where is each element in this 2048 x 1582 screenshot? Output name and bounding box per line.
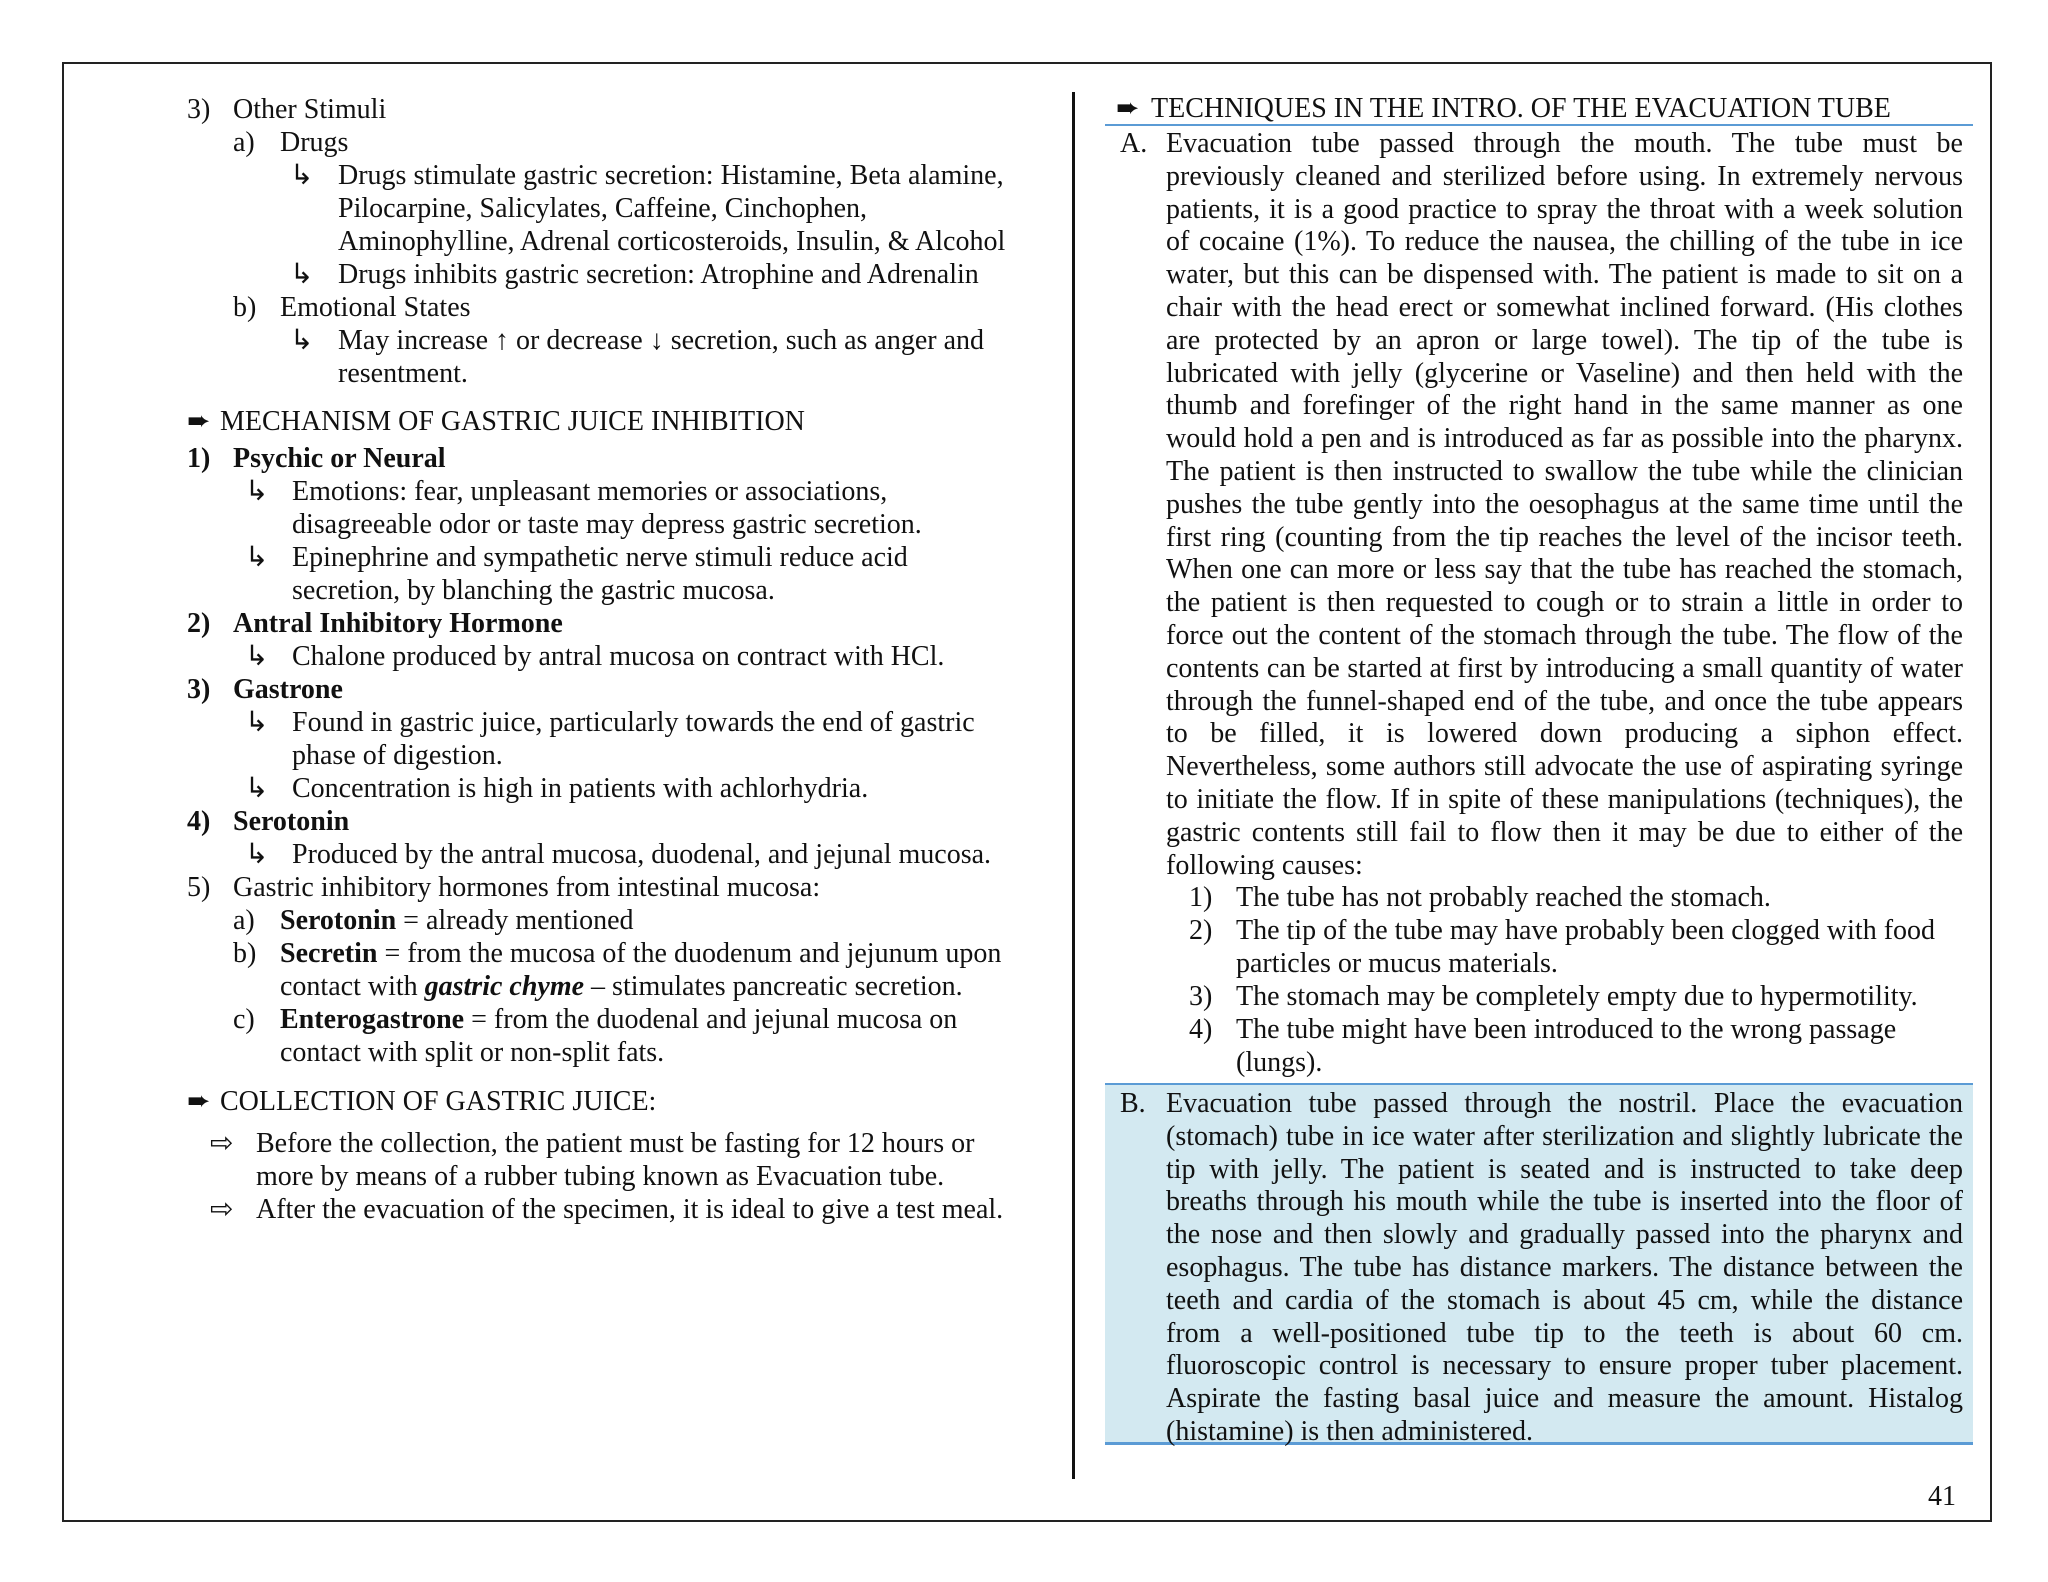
item-number: 1) (187, 443, 211, 474)
arrow-bullet-icon: ➨ (187, 1086, 211, 1117)
item-text: The stomach may be completely empty due to hypermotility. (1236, 981, 1918, 1012)
hook-arrow-icon: ↳ (290, 259, 314, 290)
heading-text: TECHNIQUES IN THE INTRO. OF THE EVACUATION TUBE (1151, 93, 1891, 124)
item-text: secretion, by blanching the gastric mucosa. (292, 575, 775, 606)
item-text: Drugs inhibits gastric secretion: Atrophine and Adrenalin (338, 259, 979, 290)
item-number: 2) (1189, 915, 1213, 946)
text-run: contact with (280, 971, 425, 1002)
heading-text: MECHANISM OF GASTRIC JUICE INHIBITION (220, 406, 805, 437)
item-text: particles or mucus materials. (1236, 948, 1558, 979)
item-text: Concentration is high in patients with achlorhydria. (292, 773, 869, 804)
item-number: 3) (187, 674, 211, 705)
hook-arrow-icon: ↳ (245, 707, 269, 738)
item-number: 1) (1189, 882, 1213, 913)
item-text: Chalone produced by antral mucosa on contract with HCl. (292, 641, 945, 672)
definition: = from the mucosa of the duodenum and jejunum upon (377, 938, 1002, 969)
item-text: May increase ↑ or decrease ↓ secretion, such as anger and (338, 325, 985, 356)
heading-text: COLLECTION OF GASTRIC JUICE: (220, 1086, 657, 1117)
item-text: resentment. (338, 358, 468, 389)
item-text: Aminophylline, Adrenal corticosteroids, Insulin, & Alcohol (338, 226, 1006, 257)
arrow-bullet-icon: ➨ (187, 406, 211, 437)
section-b-paragraph: Evacuation tube passed through the nostril. Place the evacuation (stomach) tube in ice water after sterilization and slightly lubricate the tip with jelly. The patient is seated and is instructed to take deep breaths through his mouth while the tube is inserted into the floor of the nose and then slowly and gradually passed into the pharynx and esophagus. The tube has distance markers. The distance between the teeth and cardia of the stomach is about 45 cm, while the distance from a well-positioned tube tip to the teeth is about 60 cm. fluoroscopic control is necessary to ensure proper tuber placement. Aspirate the fasting basal juice and measure the amount. Histalog (histamine) is then administered. (1166, 1088, 1963, 1447)
item-text: The tube has not probably reached the stomach. (1236, 882, 1771, 913)
item-text: more by means of a rubber tubing known as Evacuation tube. (256, 1161, 945, 1192)
definition: = already mentioned (396, 905, 634, 936)
item-number: 3) (187, 94, 211, 125)
outlined-arrow-icon: ⇨ (210, 1128, 234, 1159)
item-title: Serotonin (233, 806, 350, 837)
item-text: Drugs stimulate gastric secretion: Histamine, Beta alamine, (338, 160, 1004, 191)
item-text: Found in gastric juice, particularly towards the end of gastric (292, 707, 975, 738)
item-title: Other Stimuli (233, 94, 387, 125)
page-number: 41 (1928, 1481, 1956, 1512)
hook-arrow-icon: ↳ (245, 641, 269, 672)
item-letter: b) (233, 292, 257, 323)
column-divider (1072, 92, 1075, 1479)
item-title: Drugs (280, 127, 349, 158)
section-a-paragraph: Evacuation tube passed through the mouth. The tube must be previously cleaned and sterilized before using. In extremely nervous patients, it is a good practice to spray the throat with a week solution of cocaine (1%). To reduce the nausea, the chilling of the tube in ice water, but this can be dispensed with. The patient is made to sit on a chair with the head erect or somewhat inclined forward. (His clothes are protected by an apron or large towel). The tip of the tube is lubricated with jelly (glycerine or Vaseline) and then held with the thumb and forefinger of the right hand in the same manner as one would hold a pen and is introduced as far as possible into the pharynx. The patient is then instructed to swallow the tube while the clinician pushes the tube gently into the oesophagus at the same time until the first ring (counting from the tip reaches the level of the incisor teeth. When one can more or less say that the tube has reached the stomach, the patient is then requested to cough or to strain a little in order to force out the content of the stomach through the tube. The flow of the contents can be started at first by introducing a small quantity of water through the funnel-shaped end of the tube, and once the tube appears to be filled, it is lowered down producing a siphon effect. Nevertheless, some authors still advocate the use of aspirating syringe to initiate the flow. If in spite of these manipulations (techniques), the gastric contents still fail to flow then it may be due to either of the following causes: (1166, 128, 1963, 881)
item-text: The tip of the tube may have probably been clogged with food (1236, 915, 1936, 946)
item-text: Emotions: fear, unpleasant memories or associations, (292, 476, 888, 507)
item-text: Produced by the antral mucosa, duodenal, and jejunal mucosa. (292, 839, 992, 870)
term: Serotonin (280, 905, 397, 936)
item-number: 4) (1189, 1014, 1213, 1045)
arrow-bullet-icon: ➨ (1116, 93, 1140, 124)
definition: = from the duodenal and jejunal mucosa on (464, 1004, 958, 1035)
item-title: Gastrone (233, 674, 343, 705)
item-text: Pilocarpine, Salicylates, Caffeine, Cinchophen, (338, 193, 868, 224)
hook-arrow-icon: ↳ (245, 476, 269, 507)
item-letter: c) (233, 1004, 255, 1035)
item-text: Epinephrine and sympathetic nerve stimuli reduce acid (292, 542, 908, 573)
hook-arrow-icon: ↳ (290, 160, 314, 191)
item-text: The tube might have been introduced to the wrong passage (1236, 1014, 1897, 1045)
term: Enterogastrone (280, 1004, 465, 1035)
item-number: 4) (187, 806, 211, 837)
item-text: disagreeable odor or taste may depress gastric secretion. (292, 509, 922, 540)
text-run: – stimulates pancreatic secretion. (584, 971, 963, 1002)
item-letter: a) (233, 127, 255, 158)
hook-arrow-icon: ↳ (245, 773, 269, 804)
hook-arrow-icon: ↳ (245, 839, 269, 870)
item-number: 2) (187, 608, 211, 639)
item-text (280, 938, 1001, 970)
item-text (280, 905, 634, 937)
item-text: After the evacuation of the specimen, it is ideal to give a test meal. (256, 1194, 1004, 1225)
item-text: contact with split or non-split fats. (280, 1037, 665, 1068)
item-title: Gastric inhibitory hormones from intestinal mucosa: (233, 872, 821, 903)
emphasis: gastric chyme (424, 971, 585, 1002)
outlined-arrow-icon: ⇨ (210, 1194, 234, 1225)
item-letter: b) (233, 938, 257, 969)
item-number: 5) (187, 872, 211, 903)
item-number: 3) (1189, 981, 1213, 1012)
letter-label: B. (1120, 1088, 1146, 1119)
item-text: (lungs). (1236, 1047, 1323, 1078)
term: Secretin (280, 938, 378, 969)
hook-arrow-icon: ↳ (290, 325, 314, 356)
hook-arrow-icon: ↳ (245, 542, 269, 573)
heading-underline (1105, 124, 1973, 126)
item-title: Emotional States (280, 292, 471, 323)
item-title: Antral Inhibitory Hormone (233, 608, 563, 639)
item-title: Psychic or Neural (233, 443, 446, 474)
item-letter: a) (233, 905, 255, 936)
item-text (280, 971, 963, 1003)
item-text: phase of digestion. (292, 740, 503, 771)
item-text: Before the collection, the patient must be fasting for 12 hours or (256, 1128, 975, 1159)
letter-label: A. (1120, 128, 1148, 159)
item-text (280, 1004, 957, 1036)
